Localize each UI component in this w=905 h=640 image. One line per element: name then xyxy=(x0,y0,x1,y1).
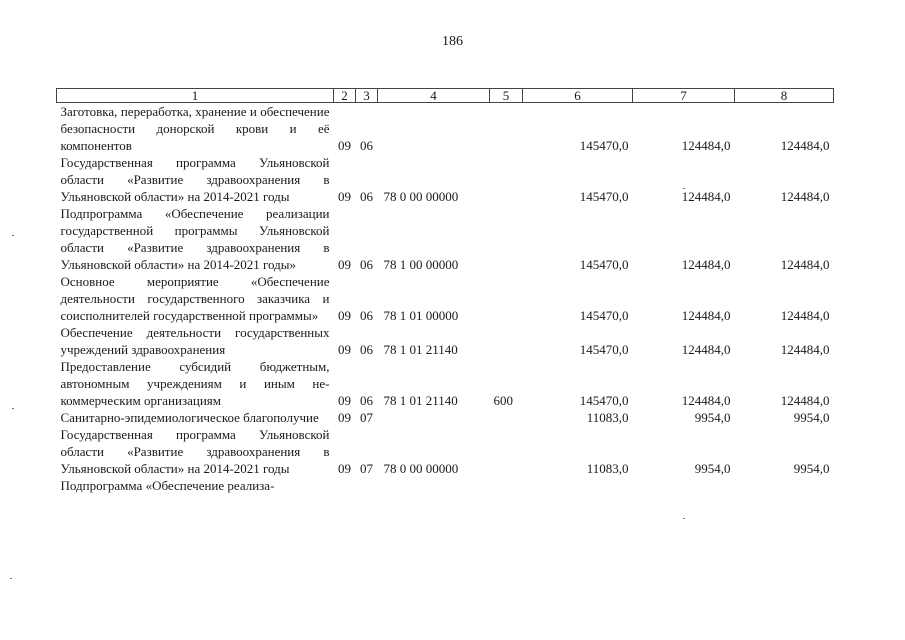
table-row xyxy=(57,103,834,155)
table-cell-vr xyxy=(490,205,523,273)
table-cell-v2: 124484,0 xyxy=(681,308,731,323)
table-cell-vr xyxy=(490,324,523,358)
table-cell-rz: 09 xyxy=(338,308,351,323)
table-cell-pr: 07 xyxy=(360,461,373,476)
table-cell-v1 xyxy=(523,477,633,496)
table-cell-vr xyxy=(490,477,523,496)
table-cell-name: Обеспечение деятельности государственных учреждений здравоохранения xyxy=(60,325,330,357)
table-cell-rz: 09 xyxy=(338,342,351,357)
header-cell: 3 xyxy=(356,89,378,103)
table-cell-v2: 124484,0 xyxy=(681,138,731,153)
table-cell-pr: 06 xyxy=(360,342,373,357)
table-row xyxy=(57,273,834,324)
table-cell-vr xyxy=(490,103,523,155)
table-cell-v2: 9954,0 xyxy=(694,410,731,425)
table-cell-name: Подпрограмма «Обеспечение реализа- xyxy=(60,478,275,493)
table-cell-v2: 124484,0 xyxy=(681,257,731,272)
table-cell-v1: 11083,0 xyxy=(586,410,629,425)
table-cell-v2 xyxy=(633,477,735,496)
scan-speck xyxy=(12,408,14,409)
scan-speck xyxy=(12,235,14,236)
table-cell-pr: 06 xyxy=(360,257,373,272)
table-cell-v1: 145470,0 xyxy=(579,257,629,272)
table-cell-name: Заготовка, переработка, хранение и обеспечение безопасности донорской крови и её компонентов xyxy=(60,104,330,153)
table-cell-pr xyxy=(356,477,378,496)
table-row xyxy=(57,324,834,358)
table-cell-v3: 9954,0 xyxy=(793,410,830,425)
table-cell-v2: 9954,0 xyxy=(694,461,731,476)
table-cell-v3: 124484,0 xyxy=(780,308,830,323)
table-cell-csr xyxy=(378,409,490,426)
table-cell-v2: 124484,0 xyxy=(681,342,731,357)
table-body xyxy=(57,103,834,497)
table-cell-rz: 09 xyxy=(338,257,351,272)
header-cell: 4 xyxy=(378,89,490,103)
header-row xyxy=(57,89,834,103)
scan-speck xyxy=(683,188,685,189)
header-cell: 1 xyxy=(57,89,334,103)
table-row xyxy=(57,154,834,205)
table-cell-v1: 145470,0 xyxy=(579,138,629,153)
table-cell-v3: 124484,0 xyxy=(780,257,830,272)
table-cell-v1: 145470,0 xyxy=(579,393,629,408)
table-cell-csr: 78 1 01 00000 xyxy=(383,308,459,323)
table-row xyxy=(57,358,834,409)
table-cell-rz: 09 xyxy=(338,138,351,153)
table-cell-v2: 124484,0 xyxy=(681,393,731,408)
table-cell-pr: 06 xyxy=(360,308,373,323)
table-cell-rz: 09 xyxy=(338,393,351,408)
header-cell: 5 xyxy=(490,89,523,103)
table-cell-vr xyxy=(490,273,523,324)
scan-speck xyxy=(10,578,12,579)
table-cell-pr: 06 xyxy=(360,189,373,204)
table-cell-v3: 124484,0 xyxy=(780,189,830,204)
table-cell-csr: 78 0 00 00000 xyxy=(383,461,459,476)
table-cell-csr: 78 1 01 21140 xyxy=(383,393,458,408)
table-cell-pr: 06 xyxy=(360,138,373,153)
table-cell-v1: 145470,0 xyxy=(579,189,629,204)
table-cell-rz: 09 xyxy=(338,410,351,425)
table-cell-csr: 78 1 00 00000 xyxy=(383,257,459,272)
table-cell-v3 xyxy=(735,477,834,496)
table-cell-pr: 06 xyxy=(360,393,373,408)
table-cell-vr xyxy=(490,426,523,477)
table-cell-name: Санитарно-эпидемиологическое благополучие xyxy=(60,410,319,425)
table-cell-v1: 145470,0 xyxy=(579,308,629,323)
table-row xyxy=(57,205,834,273)
table-cell-vr: 600 xyxy=(493,393,513,408)
table-cell-rz: 09 xyxy=(338,461,351,476)
table-cell-rz: 09 xyxy=(338,189,351,204)
table-cell-vr xyxy=(490,154,523,205)
header-cell: 8 xyxy=(735,89,834,103)
table-cell-v3: 124484,0 xyxy=(780,393,830,408)
table-row xyxy=(57,477,834,496)
table-row xyxy=(57,409,834,426)
table-cell-v3: 9954,0 xyxy=(793,461,830,476)
page-number: 186 xyxy=(442,34,463,49)
header-cell: 6 xyxy=(523,89,633,103)
table-cell-rz xyxy=(334,477,356,496)
table-cell-name: Подпрограмма «Обеспечение реализации государственной программы Ульяновской области «Развитие здравоохранения в Ульяновской области» на 2014-2021 годы» xyxy=(60,206,330,272)
table-cell-csr: 78 1 01 21140 xyxy=(383,342,458,357)
scan-speck xyxy=(683,518,685,519)
table-cell-csr: 78 0 00 00000 xyxy=(383,189,459,204)
header-cell: 2 xyxy=(334,89,356,103)
table-cell-name: Предоставление субсидий бюджетным, автономным учреждениям и иным некоммерческим организациям xyxy=(60,359,330,408)
table-cell-csr xyxy=(378,103,490,155)
table-cell-csr xyxy=(378,477,490,496)
table-row xyxy=(57,426,834,477)
table-cell-name: Государственная программа Ульяновской области «Развитие здравоохранения в Ульяновской области» на 2014-2021 годы xyxy=(60,427,330,476)
table-cell-v2: 124484,0 xyxy=(681,189,731,204)
table-cell-name: Основное мероприятие «Обеспечение деятельности государственного заказчика и соисполнителей государственной программы» xyxy=(60,274,330,323)
budget-table xyxy=(56,88,834,496)
table-cell-v3: 124484,0 xyxy=(780,138,830,153)
table-cell-pr: 07 xyxy=(360,410,373,425)
table-cell-v1: 145470,0 xyxy=(579,342,629,357)
table-cell-name: Государственная программа Ульяновской области «Развитие здравоохранения в Ульяновской области» на 2014-2021 годы xyxy=(60,155,330,204)
table-cell-vr xyxy=(490,409,523,426)
table-cell-v1: 11083,0 xyxy=(586,461,629,476)
header-cell: 7 xyxy=(633,89,735,103)
table-cell-v3: 124484,0 xyxy=(780,342,830,357)
